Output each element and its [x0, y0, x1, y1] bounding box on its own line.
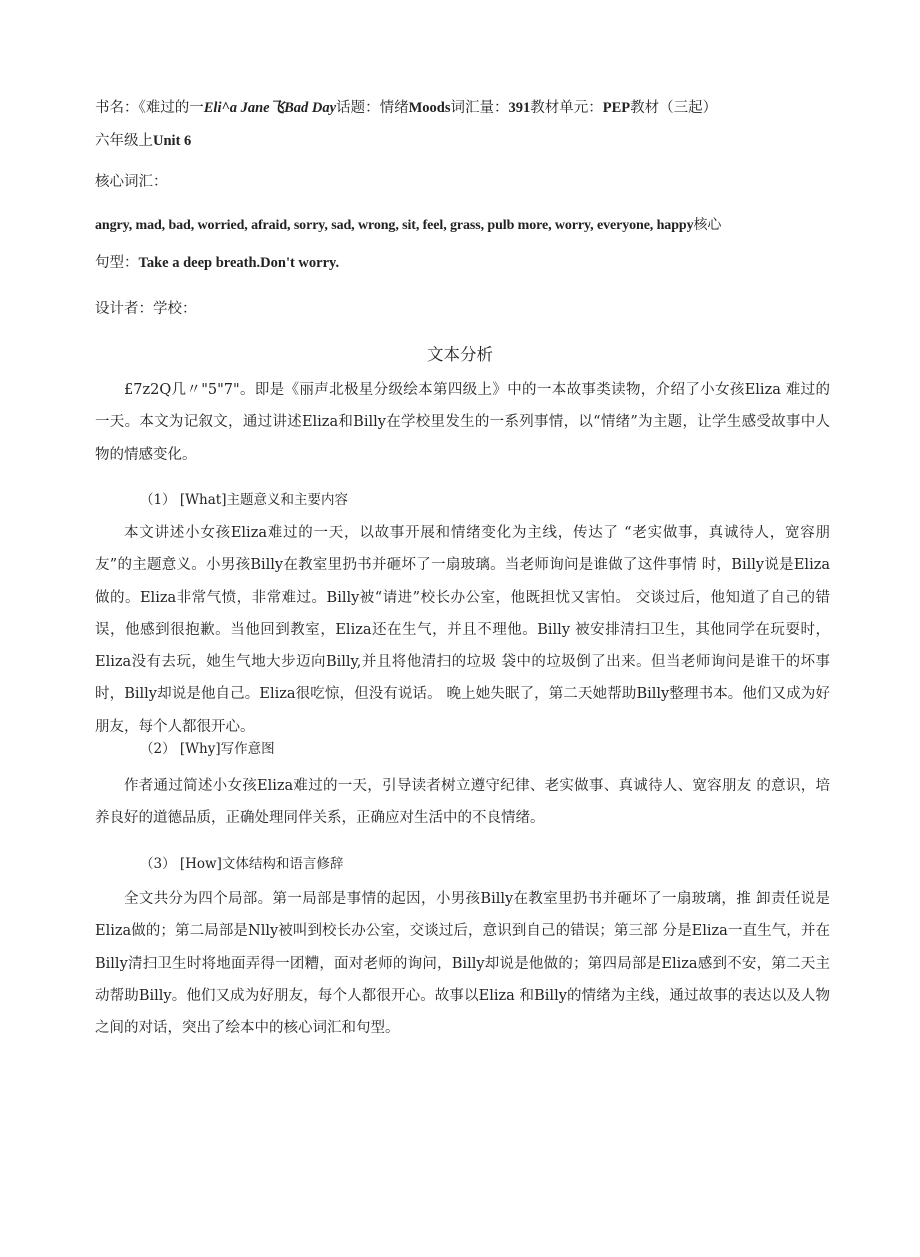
intro-paragraph: £7z2Q几〃"5"7"。即是《丽声北极星分级绘本第四级上》中的一本故事类读物，介绍了小女孩Eliza 难过的一天。本文为记叙文，通过讲述Eliza和Billy在学校里发生的一系列事情，以“情绪”为主题，让学生感受故事中人物的情感变化。 — [95, 382, 830, 463]
core-vocab-list: angry, mad, bad, worried, afraid, sorry, sad, wrong, sit, feel, grass, pulb more, worry, everyone, happy — [95, 218, 694, 233]
pattern-value: Take a deep breath.Don't worry. — [138, 255, 340, 271]
how-paragraph: 全文共分为四个局部。第一局部是事情的起因，小男孩Billy在教室里扔书并砸坏了一扇玻璃，推 卸责任说是Eliza做的；第二局部是Nlly被叫到校长办公室，交谈过后，意识到自己的错误；第三部 分是Eliza一直生气，并在Billy清扫卫生时将地面弄得一团糟，面对老师的询问，Billy却说是他做的；第四局部是Eliza感到不安，第二天主动帮助Billy。他们又成为好朋友，每个人都很开心。故事以Eliza 和Billy的情绪为主线，通过故事的表达以及人物之间的对话，突出了绘本中的核心词汇和句型。 — [95, 891, 830, 1037]
book-label: 书名：《难过的一 — [95, 100, 204, 116]
grade-unit: Unit 6 — [153, 133, 192, 149]
grade-line — [95, 129, 191, 150]
unit-suffix: 教材（三起） — [630, 100, 718, 116]
core-vocab-label: 核心词汇： — [95, 174, 168, 190]
topic-label: 话题：情绪 — [336, 100, 409, 116]
topic-value: Moods — [408, 100, 451, 116]
pattern-label: 句型： — [95, 255, 139, 271]
pattern-line — [95, 251, 339, 272]
designer-line: 设计者：学校： — [95, 301, 197, 317]
book-title: Eli^a Jane飞Bad Day — [203, 100, 337, 116]
core-vocab-line — [95, 214, 721, 234]
why-heading: （2） [Why]写作意图 — [140, 741, 275, 757]
unit-value: PEP — [602, 100, 631, 116]
how-heading: （3） [How]文体结构和语言修辞 — [140, 856, 344, 872]
book-info-line — [95, 96, 717, 117]
unit-label: 教材单元： — [530, 100, 603, 116]
vocab-value: 391 — [508, 100, 531, 116]
core-vocab-suffix: 核心 — [693, 217, 722, 233]
grade-label: 六年级上 — [95, 133, 153, 149]
vocab-label: 词汇量： — [450, 100, 509, 116]
section-title: 文本分析 — [427, 345, 493, 364]
why-paragraph: 作者通过简述小女孩Eliza难过的一天，引导读者树立遵守纪律、老实做事、真诚待人、宽容朋友 的意识，培养良好的道德品质，正确处理同伴关系，正确应对生活中的不良情绪。 — [95, 778, 830, 827]
what-heading: （1） [What]主题意义和主要内容 — [140, 492, 348, 508]
what-paragraph: 本文讲述小女孩Eliza难过的一天，以故事开展和情绪变化为主线，传达了 “老实做事，真诚待人，宽容朋友”的主题意义。小男孩Billy在教室里扔书并砸坏了一扇玻璃。当老师询问是谁做了这件事情 时，Billy说是Eliza做的。Eliza非常气愤，非常难过。Billy被“请进”校长办公室，他既担忧又害怕。 交谈过后，他知道了自己的错误，他感到很抱歉。当他回到教室，Eliza还在生气，并且不理他。Billy 被安排清扫卫生，其他同学在玩耍时，Eliza没有去玩，她生气地大步迈向Billy,并且将他清扫的垃圾 袋中的垃圾倒了出来。但当老师询问是谁干的坏事时，Billy却说是他自己。Eliza很吃惊，但没有说话。 晚上她失眠了，第二天她帮助Billy整理书本。他们又成为好朋友，每个人都很开心。 — [95, 525, 830, 735]
